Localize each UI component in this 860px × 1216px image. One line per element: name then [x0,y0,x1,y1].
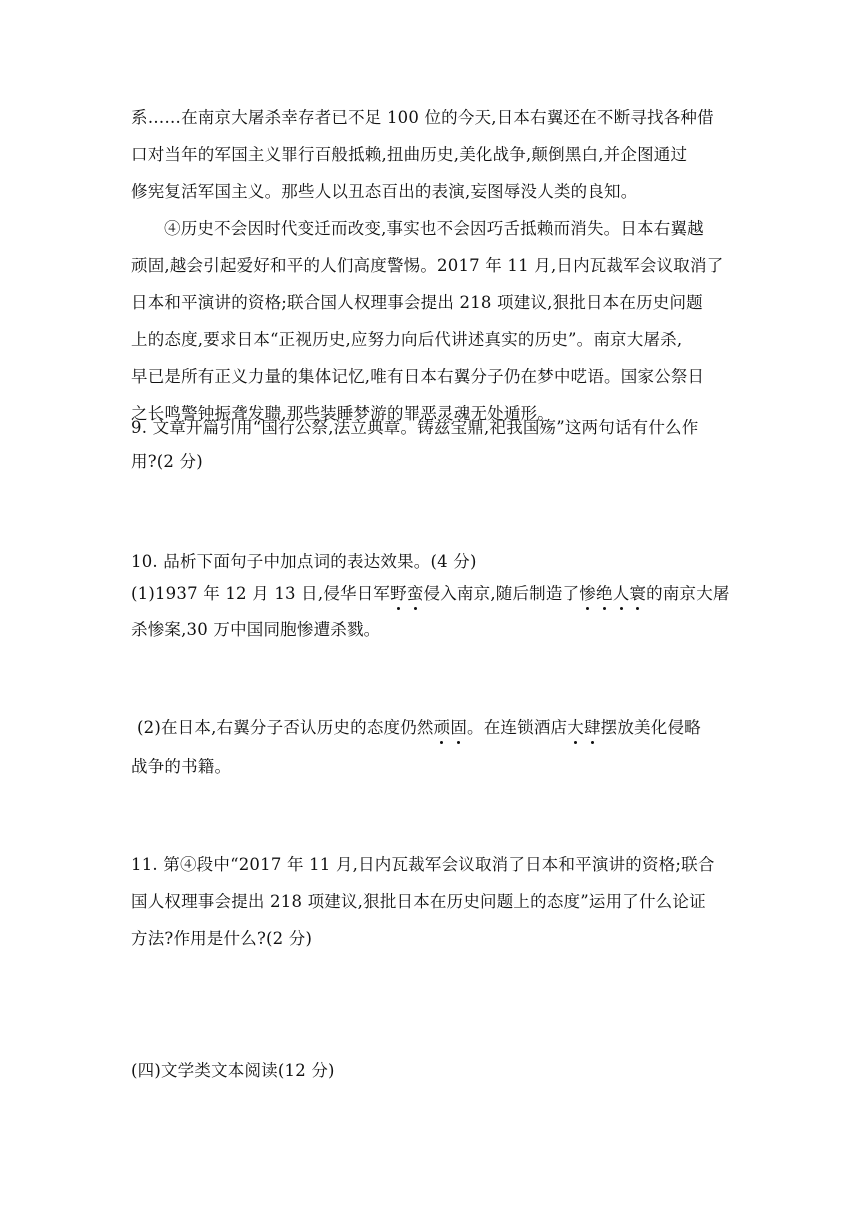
emphasis-dot-char: 蛮 [406,584,424,603]
q10-s2-dotted-word-2 [567,718,600,737]
passage-p4-line-5: 早已是所有正义力量的集体记忆,唯有日本右翼分子仍在梦中呓语。国家公祭日 [131,367,705,386]
passage-p4-line-1: ④历史不会因时代变迁而改变,事实也不会因巧舌抵赖而消失。日本右翼越 [164,219,704,238]
emphasis-dot-char: 惨 [579,584,596,603]
emphasis-dot-char: 固 [450,718,468,737]
emphasis-dot-char: 绝 [595,584,613,603]
q9-line-2: 用?(2 分) [131,452,203,471]
q10-s1-text-b: 侵入南京,随后制造了 [423,584,580,603]
passage-p4-line-3: 日本和平演讲的资格;联合国人权理事会提出 218 项建议,狠批日本在历史问题 [131,293,703,312]
q10-s1-text-c: 的南京大屠 [646,584,730,603]
q11-line-3: 方法?作用是什么?(2 分) [131,929,313,948]
q10-s1-text-a: (1)1937 年 12 月 13 日,侵华日军 [131,584,391,603]
passage-p3-line-2: 口对当年的军国主义罪行百般抵赖,扭曲历史,美化战争,颠倒黑白,并企图通过 [131,145,688,164]
emphasis-dot-char: 顽 [433,718,451,737]
q10-s1-dotted-word-1 [390,584,423,603]
emphasis-dot-char: 野 [390,584,407,603]
passage-p4-line-2: 顽固,越会引起爱好和平的人们高度警惕。2017 年 11 月,日内瓦裁军会议取消了 [131,256,724,275]
q10-s2-text-a: (2)在日本,右翼分子否认历史的态度仍然 [137,718,434,737]
q10-sentence-2-line-2: 战争的书籍。 [131,757,232,776]
q10-sentence-1-line-2: 杀惨案,30 万中国同胞惨遭杀戮。 [131,620,381,639]
q10-s2-dotted-word-1 [434,718,467,737]
q9-line-1: 9. 文章开篇引用“国行公祭,法立典章。铸兹宝鼎,祀我国殇”这两句话有什么作 [131,418,699,437]
passage-p4-line-4: 上的态度,要求日本“正视历史,应努力向后代讲述真实的历史”。南京大屠杀, [131,330,683,349]
q10-sentence-2-line-1 [137,718,701,738]
section-4-title: (四)文学类文本阅读(12 分) [131,1061,335,1080]
emphasis-dot-char: 肆 [583,718,601,737]
q10-s1-dotted-word-2 [579,584,646,603]
emphasis-dot-char: 大 [567,718,584,737]
emphasis-dot-char: 人 [612,584,630,603]
q11-line-2: 国人权理事会提出 218 项建议,狠批日本在历史问题上的态度”运用了什么论证 [131,892,706,911]
emphasis-dot-char: 寰 [629,584,647,603]
q10-sentence-1-line-1 [131,584,730,604]
passage-p3-line-1: 系……在南京大屠杀幸存者已不足 100 位的今天,日本右翼还在不断寻找各种借 [131,108,714,127]
q11-line-1: 11. 第④段中“2017 年 11 月,日内瓦裁军会议取消了日本和平演讲的资格;联合 [131,855,715,874]
passage-p3-line-3: 修宪复活军国主义。那些人以丑态百出的表演,妄图辱没人类的良知。 [131,182,638,201]
q10-s2-text-b: 。在连锁酒店 [467,718,568,737]
q10-s2-text-c: 摆放美化侵略 [600,718,701,737]
passage-p4-line-6: 之长鸣警钟振聋发聩,那些装睡梦游的罪恶灵魂无处遁形。 [131,404,554,423]
q10-title: 10. 品析下面句子中加点词的表达效果。(4 分) [131,552,477,571]
